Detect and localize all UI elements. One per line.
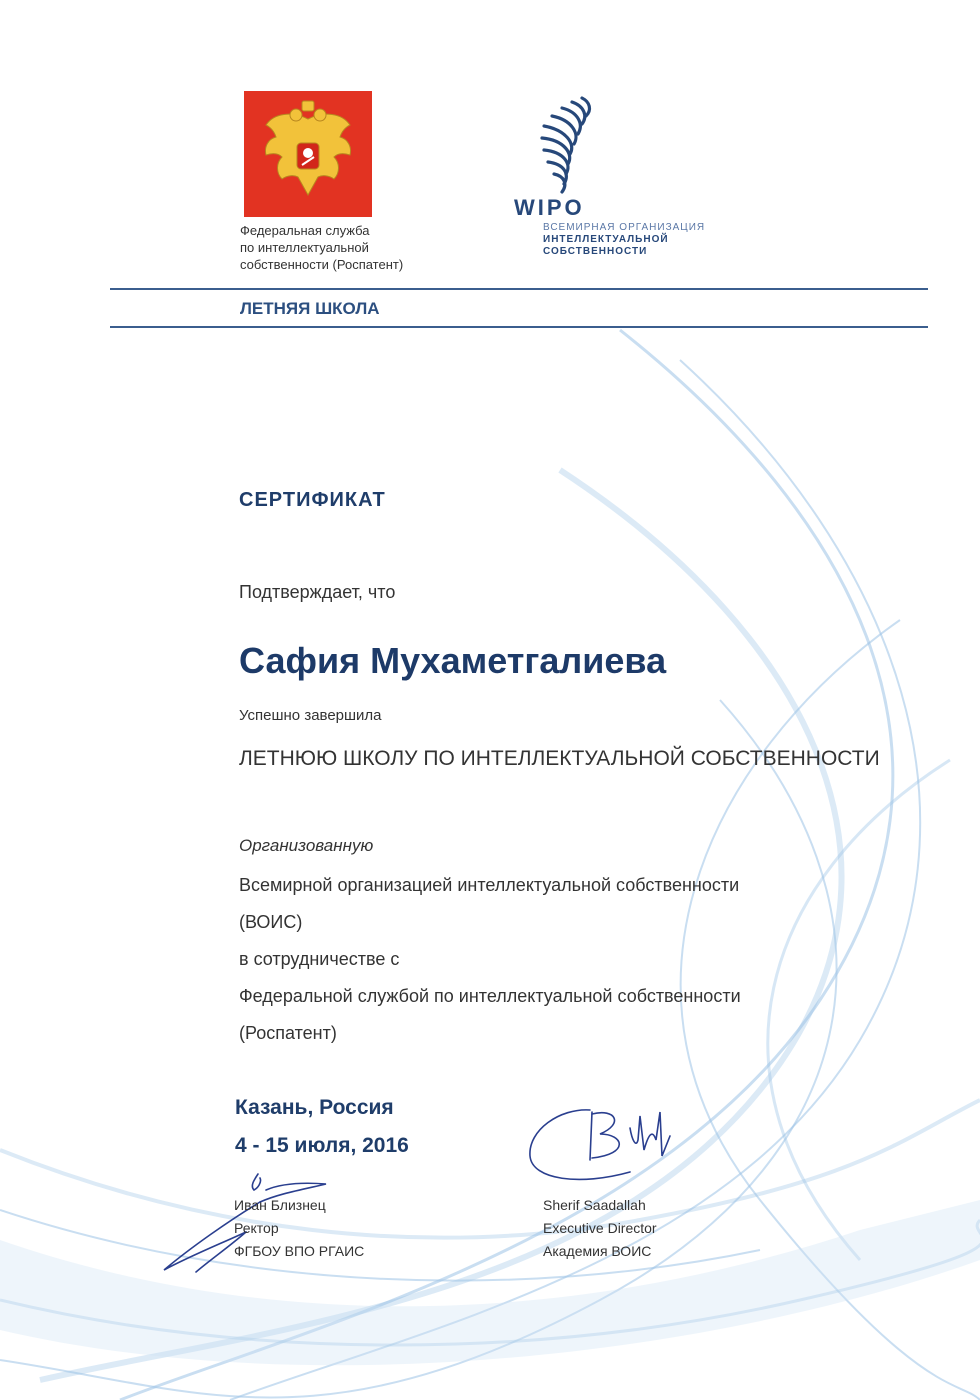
organizer-line: Всемирной организацией интеллектуальной собственности <box>239 875 740 895</box>
rospatent-caption <box>240 222 480 273</box>
signatory-title: Ректор <box>234 1220 279 1236</box>
organizer-line: в сотрудничестве с <box>239 949 400 969</box>
wipo-subtitle-line: ИНТЕЛЛЕКТУАЛЬНОЙ <box>543 234 669 245</box>
signatory-name: Иван Близнец <box>234 1197 326 1213</box>
signatory-title: Executive Director <box>543 1220 657 1236</box>
signatory-org: Академия ВОИС <box>543 1243 652 1259</box>
event-place: Казань, Россия <box>235 1096 394 1119</box>
rospatent-caption-line: собственности (Роспатент) <box>240 257 404 272</box>
russian-coat-of-arms-emblem <box>244 91 372 217</box>
confirms-text: Подтверждает, что <box>239 582 396 602</box>
wipo-subtitle <box>543 222 705 258</box>
certificate-title: СЕРТИФИКАТ <box>239 489 386 511</box>
program-name: ЛЕТНЮЮ ШКОЛУ ПО ИНТЕЛЛЕКТУАЛЬНОЙ СОБСТВЕННОСТИ <box>239 747 880 770</box>
right-signatory <box>543 1194 657 1263</box>
wipo-logo-mark <box>538 92 608 196</box>
wipo-subtitle-line: СОБСТВЕННОСТИ <box>543 246 648 257</box>
organizer-line: Федеральной службой по интеллектуальной собственности <box>239 986 741 1006</box>
wipo-name: WIPO <box>514 195 585 220</box>
organized-text: Организованную <box>239 836 374 855</box>
rospatent-caption-line: по интеллектуальной <box>240 240 369 255</box>
signatory-org: ФГБОУ ВПО РГАИС <box>234 1243 365 1259</box>
program-label: ЛЕТНЯЯ ШКОЛА <box>240 299 380 318</box>
recipient-name: Сафия Мухаметгалиева <box>239 640 667 681</box>
organizer-line: (Роспатент) <box>239 1023 337 1043</box>
completed-text: Успешно завершила <box>239 707 382 724</box>
signatory-name: Sherif Saadallah <box>543 1197 646 1213</box>
right-signature <box>520 1100 700 1200</box>
wipo-subtitle-line: ВСЕМИРНАЯ ОРГАНИЗАЦИЯ <box>543 222 706 233</box>
left-signatory <box>234 1194 364 1263</box>
header-rule-bottom <box>110 326 928 328</box>
event-dates: 4 - 15 июля, 2016 <box>235 1134 409 1157</box>
header-rule-top <box>110 288 928 290</box>
rospatent-caption-line: Федеральная служба <box>240 223 370 238</box>
organizer-block <box>239 871 899 1056</box>
organizer-line: (ВОИС) <box>239 912 303 932</box>
